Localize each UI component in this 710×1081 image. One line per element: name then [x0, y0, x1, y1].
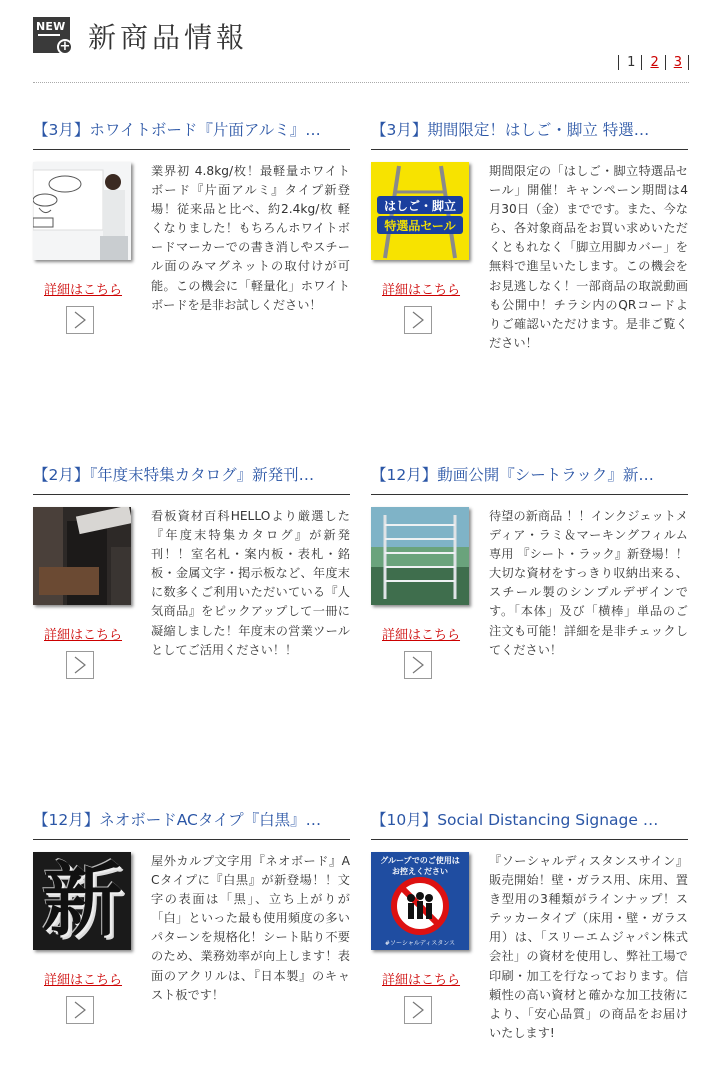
arrow-right-button[interactable]	[404, 996, 432, 1024]
news-card-title[interactable]: 【3月】ホワイトボード『片面アルミ』…	[33, 117, 350, 150]
news-card-title[interactable]: 【12月】ネオボードACタイプ『白黒』…	[33, 807, 350, 840]
news-card	[33, 462, 350, 657]
page-title: 新商品情報	[88, 21, 249, 54]
thumb-text: お控えください	[392, 867, 448, 876]
news-card	[33, 117, 350, 312]
news-card-title[interactable]: 【12月】動画公開『シートラック』新…	[371, 462, 688, 495]
news-card-description: 業界初 4.8kg/枚！最軽量ホワイトボード『片面アルミ』タイプ新登場！従来品と比べ、約2.4kg/枚 軽くなりました！もちろんホワイトボードマーカーでの書き消しやスチール面のみマグネットの取付けが可能。この機会に「軽量化」ホワイトボードを是非お試しください！	[151, 164, 350, 312]
thumb-text: はしご・脚立	[383, 199, 456, 213]
arrow-right-button[interactable]	[404, 651, 432, 679]
detail-link[interactable]: 詳細はこちら	[382, 973, 461, 988]
chevron-right-icon	[411, 656, 425, 674]
news-card	[371, 807, 688, 1040]
chevron-right-icon	[73, 311, 87, 329]
new-icon	[33, 17, 73, 55]
thumb-text: #ソーシャルディスタンス	[384, 940, 456, 947]
news-card-description: 『ソーシャルディスタンスサイン』販売開始！壁・ガラス用、床用、置き型用の3種類がラインナップ！ステッカータイプ（床用・壁・ガラス用）は、「スリーエムジャパン株式会社」の資材を使用し、弊社工場で印刷・加工を行なっております。信頼性の高い資材と確かな加工技術により、「安心品質」の商品をお届けいたします!	[489, 854, 688, 1040]
thumb-text: 新	[42, 854, 122, 947]
news-card-description: 看板資材百科HELLOより厳選した『年度末特集カタログ』が新発刊！！室名札・案内板・表札・銘板・金属文字・掲示板など、年度末に数多くご利用いただいている『人気商品』をピックアップして一冊に凝縮しました！年度末の営業ツールとしてご活用ください！！	[151, 509, 350, 657]
thumb-text: グループでのご使用は	[380, 856, 460, 865]
chevron-right-icon	[73, 1001, 87, 1019]
news-card	[371, 462, 688, 657]
page-3-link[interactable]: 3	[665, 55, 688, 70]
pagination-end-divider	[688, 55, 689, 70]
news-card-description: 屋外カルプ文字用『ネオボード』ACタイプに『白黒』が新登場！！文字の表面は「黒」、立ち上がりが「白」といった最も使用頻度の多いパターンを規格化！シート貼り不要のため、業務効率が向上します！表面のアクリルは、『日本製』のキャスト板です！	[151, 854, 350, 1002]
arrow-right-button[interactable]	[404, 306, 432, 334]
page-2-link[interactable]: 2	[641, 55, 664, 70]
chevron-right-icon	[411, 311, 425, 329]
chevron-right-icon	[73, 656, 87, 674]
detail-link[interactable]: 詳細はこちら	[382, 628, 461, 643]
news-card	[371, 117, 688, 350]
news-card-title[interactable]: 【3月】期間限定！はしご・脚立 特選…	[371, 117, 688, 150]
detail-link[interactable]: 詳細はこちら	[382, 283, 461, 298]
thumb-text: 特選品セール	[384, 219, 456, 233]
arrow-right-button[interactable]	[66, 651, 94, 679]
neoboard-thumbnail[interactable]	[33, 852, 131, 950]
news-card-description: 待望の新商品 ！！インクジェットメディア・ラミ＆マーキングフィルム専用 『シート・ラック』新登場！！大切な資材をすっきり収納出来る、スチール製のシンプルデザインです。「本体」及び「横棒」単品のご注文も可能！詳細を是非チェックしてください！	[489, 509, 688, 657]
page-1-current: 1	[618, 55, 641, 70]
catalog-thumbnail[interactable]	[33, 507, 131, 605]
detail-link[interactable]: 詳細はこちら	[44, 973, 123, 988]
new-icon-label: NEW	[36, 20, 66, 33]
pagination	[618, 55, 689, 70]
plus-icon: +	[57, 39, 73, 55]
social-distancing-thumbnail[interactable]	[371, 852, 469, 950]
header-divider	[33, 82, 689, 83]
news-card-title[interactable]: 【2月】『年度末特集カタログ』新発刊…	[33, 462, 350, 495]
arrow-right-button[interactable]	[66, 996, 94, 1024]
detail-link[interactable]: 詳細はこちら	[44, 628, 123, 643]
header	[0, 0, 710, 90]
new-icon-line	[38, 34, 60, 36]
news-card-description: 期間限定の「はしご・脚立特選品セール」開催！キャンペーン期間は4月30日（金）までです。また、今なら、各対象商品をお買い求めいただくともれなく「脚立用脚カバー」を無料で進呈いたします。この機会をお見逃しなく！一部商品の取説動画も公開中！チラシ内のQRコードよりご確認いただけます。是非ご覧ください！	[489, 164, 688, 350]
news-card-title[interactable]: 【10月】Social Distancing Signage …	[371, 807, 688, 840]
ladder-sale-thumbnail[interactable]	[371, 162, 469, 260]
whiteboard-thumbnail[interactable]	[33, 162, 131, 260]
detail-link[interactable]: 詳細はこちら	[44, 283, 123, 298]
sheet-rack-thumbnail[interactable]	[371, 507, 469, 605]
chevron-right-icon	[411, 1001, 425, 1019]
arrow-right-button[interactable]	[66, 306, 94, 334]
news-card	[33, 807, 350, 1002]
